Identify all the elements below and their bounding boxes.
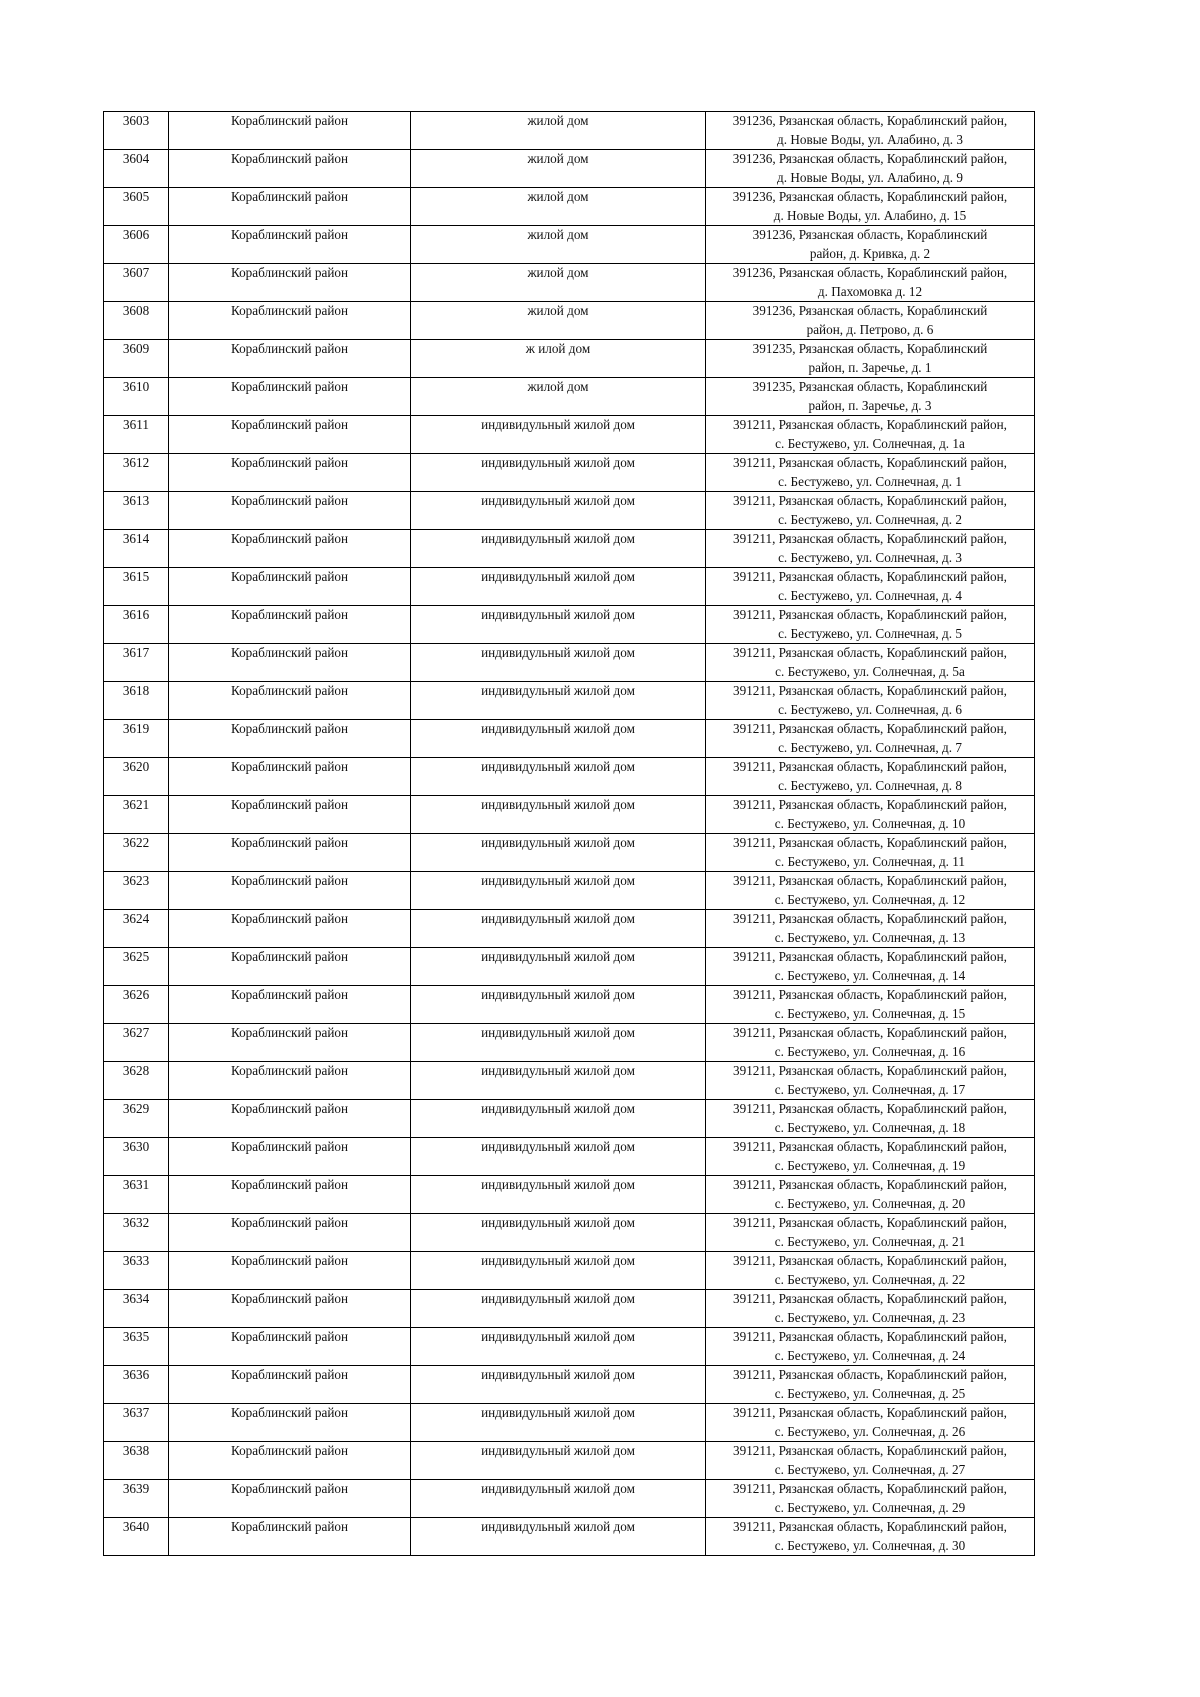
object-type-cell: индивидульный жилой дом — [411, 1404, 706, 1442]
table-row — [104, 1100, 1035, 1138]
object-type-cell: индивидульный жилой дом — [411, 796, 706, 834]
object-type-cell: индивидульный жилой дом — [411, 492, 706, 530]
address-line-1: 391211, Рязанская область, Кораблинский район, — [733, 911, 1007, 926]
object-type-cell: индивидульный жилой дом — [411, 1290, 706, 1328]
table-row — [104, 492, 1035, 530]
table-row — [104, 416, 1035, 454]
district-cell: Кораблинский район — [169, 340, 411, 378]
object-type-cell: индивидульный жилой дом — [411, 606, 706, 644]
object-type-cell: индивидульный жилой дом — [411, 530, 706, 568]
address-line-2: с. Бестужево, ул. Солнечная, д. 14 — [774, 967, 966, 983]
address-line-2: район, д. Петрово, д. 6 — [806, 321, 934, 337]
address-line-1: 391211, Рязанская область, Кораблинский район, — [733, 645, 1007, 660]
address-line-1: 391235, Рязанская область, Кораблинский — [752, 341, 988, 356]
district-cell: Кораблинский район — [169, 530, 411, 568]
object-type-cell: индивидульный жилой дом — [411, 948, 706, 986]
address-line-1: 391211, Рязанская область, Кораблинский район, — [733, 493, 1007, 508]
district-cell: Кораблинский район — [169, 1100, 411, 1138]
address-line-2: с. Бестужево, ул. Солнечная, д. 10 — [774, 815, 966, 831]
address-cell — [706, 1252, 1035, 1290]
address-line-1: 391211, Рязанская область, Кораблинский район, — [733, 949, 1007, 964]
address-line-2: с. Бестужево, ул. Солнечная, д. 18 — [774, 1119, 966, 1135]
address-line-2: с. Бестужево, ул. Солнечная, д. 23 — [774, 1309, 966, 1325]
table-row — [104, 1480, 1035, 1518]
registry-table-body — [104, 112, 1035, 1556]
address-line-2: с. Бестужево, ул. Солнечная, д. 19 — [774, 1157, 966, 1173]
table-row — [104, 264, 1035, 302]
row-number-cell: 3634 — [104, 1290, 169, 1328]
district-cell: Кораблинский район — [169, 1024, 411, 1062]
address-line-2: д. Новые Воды, ул. Алабино, д. 15 — [773, 207, 967, 223]
table-row — [104, 1176, 1035, 1214]
table-row — [104, 758, 1035, 796]
address-line-1: 391236, Рязанская область, Кораблинский — [752, 227, 988, 242]
address-cell — [706, 568, 1035, 606]
address-cell — [706, 796, 1035, 834]
address-cell — [706, 378, 1035, 416]
address-line-1: 391211, Рязанская область, Кораблинский район, — [733, 1367, 1007, 1382]
address-cell — [706, 1062, 1035, 1100]
table-row — [104, 1214, 1035, 1252]
object-type-cell: жилой дом — [411, 378, 706, 416]
row-number-cell: 3609 — [104, 340, 169, 378]
address-line-1: 391211, Рязанская область, Кораблинский район, — [733, 1025, 1007, 1040]
address-cell — [706, 454, 1035, 492]
address-line-1: 391236, Рязанская область, Кораблинский район, — [732, 189, 1008, 204]
address-line-2: с. Бестужево, ул. Солнечная, д. 6 — [778, 701, 962, 717]
address-line-2: с. Бестужево, ул. Солнечная, д. 22 — [774, 1271, 966, 1287]
object-type-cell: индивидульный жилой дом — [411, 720, 706, 758]
address-cell — [706, 758, 1035, 796]
object-type-cell: жилой дом — [411, 188, 706, 226]
object-type-cell: индивидульный жилой дом — [411, 644, 706, 682]
object-type-cell: жилой дом — [411, 150, 706, 188]
district-cell: Кораблинский район — [169, 1404, 411, 1442]
address-line-2: с. Бестужево, ул. Солнечная, д. 21 — [774, 1233, 966, 1249]
row-number-cell: 3640 — [104, 1518, 169, 1556]
address-line-1: 391211, Рязанская область, Кораблинский район, — [733, 683, 1007, 698]
table-row — [104, 1404, 1035, 1442]
object-type-cell: индивидульный жилой дом — [411, 1518, 706, 1556]
table-row — [104, 112, 1035, 150]
district-cell: Кораблинский район — [169, 150, 411, 188]
row-number-cell: 3618 — [104, 682, 169, 720]
address-line-2: с. Бестужево, ул. Солнечная, д. 3 — [778, 549, 962, 565]
object-type-cell: индивидульный жилой дом — [411, 1062, 706, 1100]
address-cell — [706, 302, 1035, 340]
district-cell: Кораблинский район — [169, 416, 411, 454]
table-row — [104, 454, 1035, 492]
address-line-2: д. Новые Воды, ул. Алабино, д. 9 — [777, 169, 963, 185]
table-row — [104, 682, 1035, 720]
table-row — [104, 226, 1035, 264]
object-type-cell: индивидульный жилой дом — [411, 1328, 706, 1366]
address-line-1: 391211, Рязанская область, Кораблинский район, — [733, 1443, 1007, 1458]
address-cell — [706, 530, 1035, 568]
table-row — [104, 340, 1035, 378]
table-row — [104, 910, 1035, 948]
address-line-2: с. Бестужево, ул. Солнечная, д. 4 — [778, 587, 962, 603]
object-type-cell: жилой дом — [411, 264, 706, 302]
address-line-1: 391211, Рязанская область, Кораблинский район, — [733, 1481, 1007, 1496]
address-line-2: с. Бестужево, ул. Солнечная, д. 1а — [775, 435, 965, 451]
address-line-1: 391211, Рязанская область, Кораблинский район, — [733, 531, 1007, 546]
object-type-cell: индивидульный жилой дом — [411, 1480, 706, 1518]
address-line-2: район, п. Заречье, д. 3 — [808, 397, 932, 413]
address-line-2: с. Бестужево, ул. Солнечная, д. 1 — [778, 473, 962, 489]
address-line-1: 391211, Рязанская область, Кораблинский район, — [733, 1215, 1007, 1230]
address-line-1: 391211, Рязанская область, Кораблинский район, — [733, 569, 1007, 584]
table-row — [104, 1328, 1035, 1366]
district-cell: Кораблинский район — [169, 264, 411, 302]
address-cell — [706, 1404, 1035, 1442]
address-line-2: с. Бестужево, ул. Солнечная, д. 2 — [778, 511, 962, 527]
row-number-cell: 3603 — [104, 112, 169, 150]
address-cell — [706, 264, 1035, 302]
district-cell: Кораблинский район — [169, 796, 411, 834]
address-line-1: 391211, Рязанская область, Кораблинский район, — [733, 1101, 1007, 1116]
address-line-2: с. Бестужево, ул. Солнечная, д. 25 — [774, 1385, 966, 1401]
address-line-1: 391211, Рязанская область, Кораблинский район, — [733, 873, 1007, 888]
object-type-cell: индивидульный жилой дом — [411, 986, 706, 1024]
address-line-1: 391211, Рязанская область, Кораблинский район, — [733, 417, 1007, 432]
row-number-cell: 3614 — [104, 530, 169, 568]
object-type-cell: жилой дом — [411, 302, 706, 340]
row-number-cell: 3626 — [104, 986, 169, 1024]
row-number-cell: 3635 — [104, 1328, 169, 1366]
district-cell: Кораблинский район — [169, 454, 411, 492]
object-type-cell: индивидульный жилой дом — [411, 910, 706, 948]
table-row — [104, 1518, 1035, 1556]
address-line-2: с. Бестужево, ул. Солнечная, д. 5 — [778, 625, 962, 641]
address-line-1: 391211, Рязанская область, Кораблинский район, — [733, 607, 1007, 622]
district-cell: Кораблинский район — [169, 986, 411, 1024]
row-number-cell: 3612 — [104, 454, 169, 492]
address-cell — [706, 834, 1035, 872]
address-cell — [706, 720, 1035, 758]
address-line-2: с. Бестужево, ул. Солнечная, д. 13 — [774, 929, 966, 945]
address-cell — [706, 188, 1035, 226]
address-cell — [706, 1366, 1035, 1404]
address-cell — [706, 948, 1035, 986]
table-row — [104, 1442, 1035, 1480]
district-cell: Кораблинский район — [169, 226, 411, 264]
row-number-cell: 3606 — [104, 226, 169, 264]
address-cell — [706, 910, 1035, 948]
address-cell — [706, 644, 1035, 682]
object-type-cell: индивидульный жилой дом — [411, 454, 706, 492]
row-number-cell: 3613 — [104, 492, 169, 530]
table-row — [104, 1366, 1035, 1404]
row-number-cell: 3628 — [104, 1062, 169, 1100]
address-line-1: 391211, Рязанская область, Кораблинский район, — [733, 835, 1007, 850]
address-cell — [706, 492, 1035, 530]
address-line-2: с. Бестужево, ул. Солнечная, д. 11 — [775, 853, 965, 869]
row-number-cell: 3622 — [104, 834, 169, 872]
row-number-cell: 3631 — [104, 1176, 169, 1214]
row-number-cell: 3615 — [104, 568, 169, 606]
district-cell: Кораблинский район — [169, 910, 411, 948]
district-cell: Кораблинский район — [169, 378, 411, 416]
address-cell — [706, 1518, 1035, 1556]
table-row — [104, 568, 1035, 606]
district-cell: Кораблинский район — [169, 720, 411, 758]
table-row — [104, 644, 1035, 682]
object-type-cell: индивидульный жилой дом — [411, 682, 706, 720]
address-line-1: 391211, Рязанская область, Кораблинский район, — [733, 1139, 1007, 1154]
district-cell: Кораблинский район — [169, 188, 411, 226]
address-line-1: 391211, Рязанская область, Кораблинский район, — [733, 759, 1007, 774]
table-row — [104, 796, 1035, 834]
table-row — [104, 1138, 1035, 1176]
address-line-2: с. Бестужево, ул. Солнечная, д. 26 — [774, 1423, 966, 1439]
row-number-cell: 3636 — [104, 1366, 169, 1404]
address-line-1: 391211, Рязанская область, Кораблинский район, — [733, 1329, 1007, 1344]
row-number-cell: 3629 — [104, 1100, 169, 1138]
address-line-2: с. Бестужево, ул. Солнечная, д. 8 — [778, 777, 962, 793]
district-cell: Кораблинский район — [169, 1518, 411, 1556]
row-number-cell: 3627 — [104, 1024, 169, 1062]
row-number-cell: 3621 — [104, 796, 169, 834]
table-row — [104, 606, 1035, 644]
row-number-cell: 3620 — [104, 758, 169, 796]
row-number-cell: 3632 — [104, 1214, 169, 1252]
address-cell — [706, 1138, 1035, 1176]
address-line-2: д. Пахомовка д. 12 — [817, 283, 923, 299]
district-cell: Кораблинский район — [169, 1214, 411, 1252]
address-line-1: 391211, Рязанская область, Кораблинский район, — [733, 1253, 1007, 1268]
district-cell: Кораблинский район — [169, 112, 411, 150]
address-line-1: 391211, Рязанская область, Кораблинский район, — [733, 797, 1007, 812]
district-cell: Кораблинский район — [169, 606, 411, 644]
address-line-2: район, д. Кривка, д. 2 — [809, 245, 931, 261]
address-line-1: 391211, Рязанская область, Кораблинский район, — [733, 1063, 1007, 1078]
district-cell: Кораблинский район — [169, 1366, 411, 1404]
object-type-cell: индивидульный жилой дом — [411, 1252, 706, 1290]
address-cell — [706, 1328, 1035, 1366]
address-line-2: с. Бестужево, ул. Солнечная, д. 20 — [774, 1195, 966, 1211]
table-row — [104, 1024, 1035, 1062]
district-cell: Кораблинский район — [169, 1480, 411, 1518]
address-cell — [706, 150, 1035, 188]
object-type-cell: индивидульный жилой дом — [411, 1138, 706, 1176]
object-type-cell: индивидульный жилой дом — [411, 758, 706, 796]
table-row — [104, 1252, 1035, 1290]
row-number-cell: 3617 — [104, 644, 169, 682]
address-cell — [706, 1290, 1035, 1328]
row-number-cell: 3637 — [104, 1404, 169, 1442]
table-row — [104, 986, 1035, 1024]
address-line-1: 391211, Рязанская область, Кораблинский район, — [733, 1405, 1007, 1420]
table-row — [104, 720, 1035, 758]
row-number-cell: 3639 — [104, 1480, 169, 1518]
row-number-cell: 3607 — [104, 264, 169, 302]
address-cell — [706, 682, 1035, 720]
object-type-cell: индивидульный жилой дом — [411, 1024, 706, 1062]
table-row — [104, 530, 1035, 568]
district-cell: Кораблинский район — [169, 1290, 411, 1328]
row-number-cell: 3625 — [104, 948, 169, 986]
address-line-2: с. Бестужево, ул. Солнечная, д. 12 — [774, 891, 966, 907]
table-row — [104, 150, 1035, 188]
address-line-1: 391211, Рязанская область, Кораблинский район, — [733, 1177, 1007, 1192]
address-line-1: 391236, Рязанская область, Кораблинский район, — [732, 113, 1008, 128]
address-cell — [706, 1480, 1035, 1518]
table-row — [104, 1062, 1035, 1100]
district-cell: Кораблинский район — [169, 568, 411, 606]
object-type-cell: ж илой дом — [411, 340, 706, 378]
address-cell — [706, 226, 1035, 264]
address-line-2: с. Бестужево, ул. Солнечная, д. 27 — [774, 1461, 966, 1477]
address-line-2: район, п. Заречье, д. 1 — [808, 359, 932, 375]
address-cell — [706, 1442, 1035, 1480]
district-cell: Кораблинский район — [169, 1442, 411, 1480]
district-cell: Кораблинский район — [169, 492, 411, 530]
row-number-cell: 3610 — [104, 378, 169, 416]
district-cell: Кораблинский район — [169, 1138, 411, 1176]
address-line-1: 391211, Рязанская область, Кораблинский район, — [733, 455, 1007, 470]
address-cell — [706, 872, 1035, 910]
address-line-1: 391211, Рязанская область, Кораблинский район, — [733, 1519, 1007, 1534]
object-type-cell: индивидульный жилой дом — [411, 1176, 706, 1214]
district-cell: Кораблинский район — [169, 302, 411, 340]
address-cell — [706, 1024, 1035, 1062]
district-cell: Кораблинский район — [169, 1252, 411, 1290]
object-type-cell: индивидульный жилой дом — [411, 872, 706, 910]
district-cell: Кораблинский район — [169, 644, 411, 682]
table-row — [104, 872, 1035, 910]
row-number-cell: 3633 — [104, 1252, 169, 1290]
table-row — [104, 1290, 1035, 1328]
row-number-cell: 3638 — [104, 1442, 169, 1480]
address-cell — [706, 1176, 1035, 1214]
object-type-cell: индивидульный жилой дом — [411, 834, 706, 872]
row-number-cell: 3608 — [104, 302, 169, 340]
row-number-cell: 3624 — [104, 910, 169, 948]
object-type-cell: индивидульный жилой дом — [411, 1366, 706, 1404]
object-type-cell: индивидульный жилой дом — [411, 1214, 706, 1252]
address-line-2: д. Новые Воды, ул. Алабино, д. 3 — [777, 131, 963, 147]
row-number-cell: 3619 — [104, 720, 169, 758]
table-row — [104, 834, 1035, 872]
address-cell — [706, 416, 1035, 454]
registry-table — [103, 111, 1035, 1556]
address-cell — [706, 1214, 1035, 1252]
address-line-1: 391236, Рязанская область, Кораблинский район, — [732, 265, 1008, 280]
district-cell: Кораблинский район — [169, 682, 411, 720]
address-line-2: с. Бестужево, ул. Солнечная, д. 16 — [774, 1043, 966, 1059]
address-cell — [706, 112, 1035, 150]
row-number-cell: 3630 — [104, 1138, 169, 1176]
table-row — [104, 188, 1035, 226]
table-row — [104, 378, 1035, 416]
row-number-cell: 3605 — [104, 188, 169, 226]
table-row — [104, 302, 1035, 340]
object-type-cell: жилой дом — [411, 112, 706, 150]
address-line-1: 391211, Рязанская область, Кораблинский район, — [733, 987, 1007, 1002]
row-number-cell: 3611 — [104, 416, 169, 454]
address-line-2: с. Бестужево, ул. Солнечная, д. 17 — [774, 1081, 966, 1097]
district-cell: Кораблинский район — [169, 758, 411, 796]
address-line-1: 391211, Рязанская область, Кораблинский район, — [733, 1291, 1007, 1306]
address-line-2: с. Бестужево, ул. Солнечная, д. 7 — [778, 739, 962, 755]
district-cell: Кораблинский район — [169, 1176, 411, 1214]
district-cell: Кораблинский район — [169, 834, 411, 872]
address-line-1: 391211, Рязанская область, Кораблинский район, — [733, 721, 1007, 736]
row-number-cell: 3616 — [104, 606, 169, 644]
address-line-2: с. Бестужево, ул. Солнечная, д. 29 — [774, 1499, 966, 1515]
address-line-1: 391235, Рязанская область, Кораблинский — [752, 379, 988, 394]
object-type-cell: индивидульный жилой дом — [411, 568, 706, 606]
table-row — [104, 948, 1035, 986]
address-line-2: с. Бестужево, ул. Солнечная, д. 5а — [775, 663, 965, 679]
row-number-cell: 3623 — [104, 872, 169, 910]
address-cell — [706, 606, 1035, 644]
object-type-cell: жилой дом — [411, 226, 706, 264]
district-cell: Кораблинский район — [169, 1328, 411, 1366]
object-type-cell: индивидульный жилой дом — [411, 416, 706, 454]
address-cell — [706, 340, 1035, 378]
address-line-2: с. Бестужево, ул. Солнечная, д. 30 — [774, 1537, 966, 1553]
district-cell: Кораблинский район — [169, 948, 411, 986]
address-line-2: с. Бестужево, ул. Солнечная, д. 15 — [774, 1005, 966, 1021]
address-line-2: с. Бестужево, ул. Солнечная, д. 24 — [774, 1347, 966, 1363]
district-cell: Кораблинский район — [169, 872, 411, 910]
district-cell: Кораблинский район — [169, 1062, 411, 1100]
address-cell — [706, 986, 1035, 1024]
address-line-1: 391236, Рязанская область, Кораблинский — [752, 303, 988, 318]
address-line-1: 391236, Рязанская область, Кораблинский район, — [732, 151, 1008, 166]
object-type-cell: индивидульный жилой дом — [411, 1442, 706, 1480]
address-cell — [706, 1100, 1035, 1138]
object-type-cell: индивидульный жилой дом — [411, 1100, 706, 1138]
row-number-cell: 3604 — [104, 150, 169, 188]
